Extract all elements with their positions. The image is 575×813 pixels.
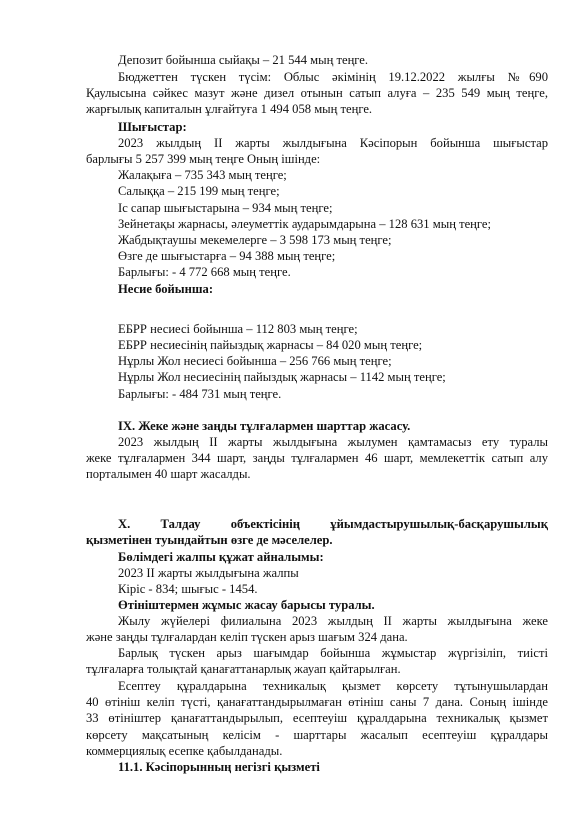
section-9-text <box>86 434 548 483</box>
requests-p2-line-2: тұлғаларға толықтай қанағаттанарлық жауап қайтарылған. <box>86 662 401 677</box>
loan-heading: Несие бойынша: <box>118 282 214 296</box>
requests-paragraph-3 <box>86 678 548 759</box>
section-9-line-2: жеке тұлғалармен 344 шарт, заңды тұлғалармен 46 шарт, мемлекеттік сатып алу <box>86 451 548 466</box>
requests-p1-line-1: Жылу жүйелері филиалына 2023 жылдың II жарты жылдығына жеке <box>118 614 548 628</box>
expense-item: Жалақыға – 735 343 мың теңге; <box>118 168 287 182</box>
expense-item: Жабдықтаушы мекемелерге – 3 598 173 мың теңге; <box>118 233 392 247</box>
section-9-heading: IX. Жеке және заңды тұлғалармен шарттар жасасу. <box>118 419 411 433</box>
loan-item: ЕБРР несиесінің пайыздық жарнасы – 84 020 мың теңге; <box>118 338 423 352</box>
requests-paragraph-1 <box>86 613 548 645</box>
requests-p3-line-4: көрсету мақсатының келісім - шарттары жасалып есептеуіш құралдары <box>86 727 548 742</box>
budget-paragraph <box>86 69 548 118</box>
budget-line-1: Бюджеттен түскен түсім: Облыс әкімінің 19.12.2022 жылғы №690 <box>118 70 548 84</box>
loan-item: Нұрлы Жол несиесі бойынша – 256 766 мың теңге; <box>118 354 392 368</box>
section-10-line-2: қызметінен туындайтын өзге де мәселелер. <box>86 533 333 548</box>
section-11-heading: 11.1. Кәсіпорынның негізгі қызметі <box>118 760 320 774</box>
expense-item: Өзге де шығыстарға – 94 388 мың теңге; <box>118 249 336 263</box>
loan-total: Барлығы: - 484 731 мың теңге. <box>118 387 282 401</box>
expenses-intro-line-2: барлығы 5 257 399 мың теңге Оның ішінде: <box>86 152 321 167</box>
expenses-intro <box>86 135 548 167</box>
requests-p3-line-1: Есептеу құралдарына техникалық қызмет көрсету тұтынушылардан <box>118 679 548 693</box>
expense-item: Салыққа – 215 199 мың теңге; <box>118 184 280 198</box>
requests-p3-line-3: 33 өтініштер қанағаттандырылып, есептеуіш құралдарына техникалық қызмет <box>86 711 548 726</box>
requests-p1-line-2: және заңды тұлғалардан келіп түскен арыз шағым 324 дана. <box>86 630 408 645</box>
expenses-intro-line-1: 2023 жылдың II жарты жылдығына Кәсіпорын бойынша шығыстар <box>118 136 548 150</box>
requests-p3-line-2: 40 өтініш келіп түсті, қанағаттандырылмаған өтініш саны 7 дана. Соның ішінде <box>86 695 548 710</box>
requests-p2-line-1: Барлық түскен арыз шағымдар бойынша жұмыстар жүргізіліп, тиісті <box>118 646 548 660</box>
docflow-counts: Кіріс - 834; шығыс - 1454. <box>118 582 258 596</box>
expense-item: Іс сапар шығыстарына – 934 мың теңге; <box>118 201 333 215</box>
deposit-line: Депозит бойынша сыйақы – 21 544 мың теңге. <box>118 53 369 67</box>
section-10-line-1: X. Талдау объектісінің ұйымдастырушылық-басқарушылық <box>118 517 548 531</box>
requests-paragraph-2 <box>86 645 548 677</box>
docflow-period: 2023 II жарты жылдығына жалпы <box>118 566 299 580</box>
section-10-heading <box>86 516 548 548</box>
budget-line-3: жарғылық капиталын ұлғайтуға 1 494 058 мың теңге. <box>86 102 373 117</box>
budget-line-2: Қаулысына сәйкес мазут және дизел отынын сатып алуға – 235 549 мың теңге, <box>86 86 548 101</box>
section-9-line-1: 2023 жылдың II жарты жылдығына жылумен қамтамасыз ету туралы <box>118 435 548 449</box>
expense-total: Барлығы: - 4 772 668 мың теңге. <box>118 265 291 279</box>
loan-item: Нұрлы Жол несиесінің пайыздық жарнасы – 1142 мың теңге; <box>118 370 446 384</box>
expenses-heading: Шығыстар: <box>118 120 187 134</box>
docflow-heading: Бөлімдегі жалпы құжат айналымы: <box>118 550 324 564</box>
expense-item: Зейнетақы жарнасы, әлеуметтік аударымдарына – 128 631 мың теңге; <box>118 217 491 231</box>
section-9-line-3: порталымен 40 шарт жасалды. <box>86 467 251 482</box>
requests-p3-line-5: коммерциялық есепке қабылданады. <box>86 743 283 758</box>
loan-item: ЕБРР несиесі бойынша – 112 803 мың теңге; <box>118 322 358 336</box>
requests-heading: Өтініштермен жұмыс жасау барысы туралы. <box>118 598 375 612</box>
